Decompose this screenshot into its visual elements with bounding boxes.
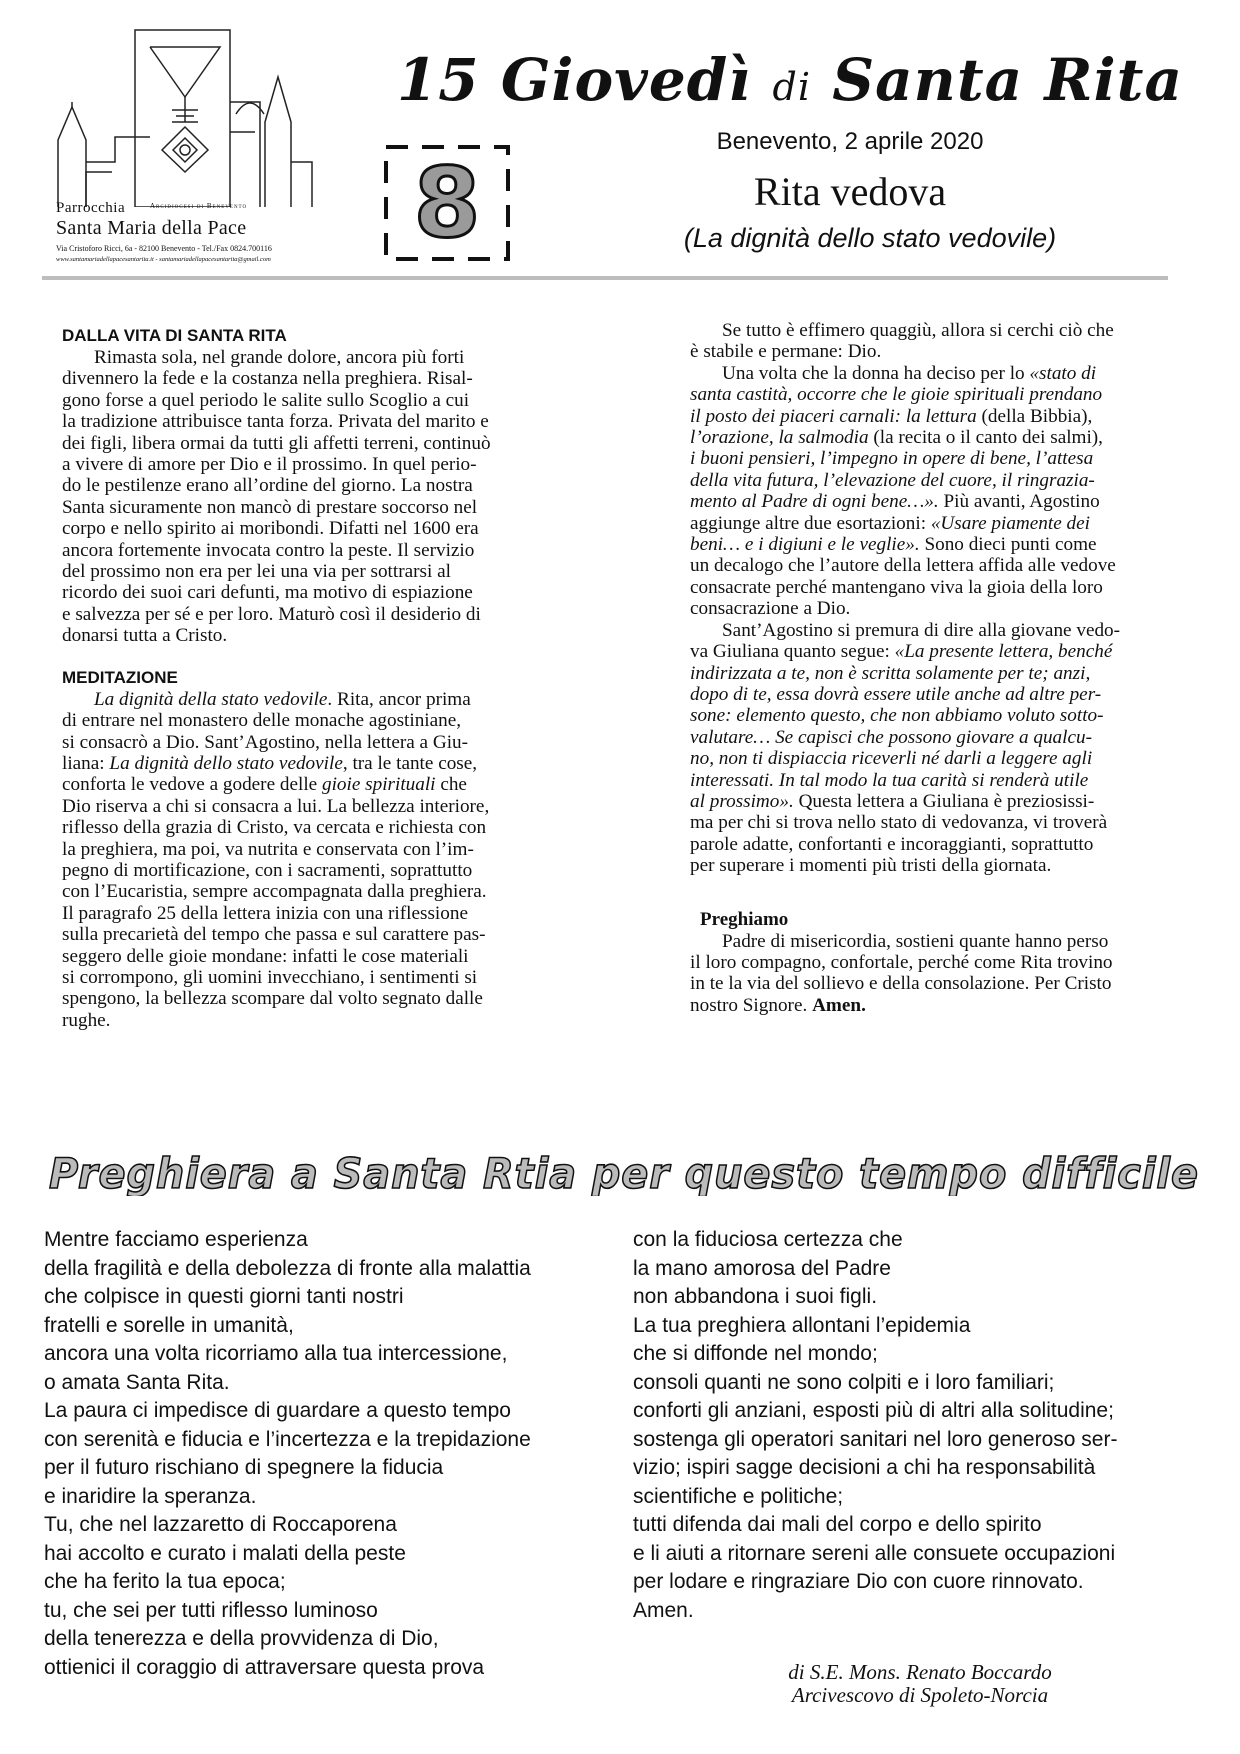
title-di: di <box>772 65 812 109</box>
text-line <box>690 427 1186 448</box>
text-line <box>690 705 1186 726</box>
text: liana: <box>62 752 110 774</box>
poem-line: conforti gli anziani, esposti più di altri alla solitudine; <box>633 1399 1114 1422</box>
text-line <box>62 753 558 774</box>
text-line: in te la via del sollievo e della consolazione. Per Cristo <box>690 973 1112 995</box>
text: va Giuliana quanto segue: <box>690 641 895 663</box>
text-line <box>690 513 1186 534</box>
italic-text: santa castità, occorre che le gioie spirituali prendano <box>690 384 1103 406</box>
text-line: il loro compagno, confortale, perché come Rita trovino <box>690 951 1113 973</box>
text: Una volta che la donna ha deciso per lo <box>722 362 1030 384</box>
text-line: del prossimo non era per lei una via per sottrarsi al <box>62 561 451 583</box>
text-line: è stabile e permane: Dio. <box>690 341 882 363</box>
italic-text: sone: elemento questo, che non abbiamo voluto sotto- <box>690 705 1104 727</box>
text-line: ma per chi si trova nello stato di vedovanza, vi troverà <box>690 812 1108 834</box>
text-line <box>690 770 1186 791</box>
meditazione-paragraph <box>62 689 558 1032</box>
header-divider <box>42 276 1168 280</box>
poem-line: sostenga gli operatori sanitari nel loro generoso ser- <box>633 1427 1118 1451</box>
italic-text: della vita futura, l’elevazione del cuore, il ringrazia- <box>690 469 1095 491</box>
text-line: spengono, la bellezza scompare dal volto segnato dalle <box>62 988 483 1010</box>
text-line: pegno di mortificazione, con i sacramenti, soprattutto <box>62 859 473 881</box>
logo-parrocchia: Parrocchia <box>56 200 126 216</box>
text-line: Rimasta sola, nel grande dolore, ancora più forti <box>94 347 465 368</box>
poem-line: per il futuro rischiano di spegnere la fiducia <box>44 1456 444 1479</box>
text-line: divennero la fede e la costanza nella preghiera. Risal- <box>62 368 473 390</box>
italic-text: i buoni pensieri, l’impegno in opere di bene, l’attesa <box>690 448 1094 470</box>
text-line <box>690 748 1186 769</box>
text-line <box>690 727 1186 748</box>
meditazione-heading: MEDITAZIONE <box>62 667 178 687</box>
poem-line: o amata Santa Rita. <box>44 1370 230 1394</box>
text-line: un decalogo che l’autore della lettera affida alle vedove <box>690 555 1116 577</box>
text-line: Dio riserva a chi si consacra a lui. La bellezza interiore, <box>62 795 490 817</box>
paragraph-2 <box>690 363 1186 620</box>
text-line <box>690 641 1186 662</box>
italic-text: l’orazione, la salmodia <box>690 427 869 449</box>
parish-logo <box>50 22 320 270</box>
poem-line: della tenerezza e della provvidenza di Dio, <box>44 1627 439 1650</box>
preghiamo-paragraph <box>690 931 1186 1017</box>
text: (della Bibbia), <box>976 405 1093 427</box>
poem-line: per lodare e ringraziare Dio con cuore rinnovato. <box>633 1570 1084 1593</box>
poem-line: vizio; ispiri sagge decisioni a chi ha responsabilità <box>633 1456 1096 1479</box>
italic-text: interessati. In tal modo la tua carità si renderà utile <box>690 769 1089 791</box>
logo-address: Via Cristoforo Ricci, 6a - 82100 Benevento - Tel./Fax 0824.700116 <box>56 244 272 253</box>
text-line: la preghiera, ma poi, va nutrita e conservata con l’im- <box>62 838 474 860</box>
text-line <box>690 363 1186 384</box>
poem-line: Tu, che nel lazzaretto di Roccaporena <box>44 1513 397 1536</box>
title-number: 15 <box>396 46 480 114</box>
vita-heading: DALLA VITA DI SANTA RITA <box>62 326 287 345</box>
author-name: di S.E. Mons. Renato Boccardo <box>788 1660 1052 1684</box>
italic-text: indirizzata a te, non è scritta solamente per te; anzi, <box>690 662 1091 684</box>
text-line: riflesso della grazia di Cristo, va cercata e richiesta con <box>62 817 487 839</box>
italic-text: «Usare piamente dei <box>930 512 1090 534</box>
text-line: ancora fortemente invocata contro la peste. Il servizio <box>62 539 475 561</box>
poem-line: che si diffonde nel mondo; <box>633 1342 878 1365</box>
italic-text: il posto dei piaceri carnali: la lettura <box>690 405 977 427</box>
poem-line: con serenità e fiducia e l’incertezza e la trepidazione <box>44 1427 531 1451</box>
left-column <box>62 325 558 1031</box>
text-line: dei figli, libera ormai da tutti gli affetti terreni, continuò <box>62 432 491 454</box>
poem-line: La paura ci impedisce di guardare a questo tempo <box>44 1399 511 1422</box>
text-line <box>690 684 1186 705</box>
text-line <box>690 470 1186 491</box>
italic-text: «stato di <box>1029 362 1097 384</box>
italic-text: gioie spirituali <box>321 774 436 796</box>
title-word1: Giovedì <box>500 46 752 114</box>
italic-text: al prossimo». <box>690 790 794 812</box>
poem-line: ottienici il coraggio di attraversare questa prova <box>44 1655 485 1679</box>
vita-paragraph <box>62 347 558 647</box>
text-line <box>62 774 558 795</box>
text-line <box>690 995 1186 1016</box>
text-line: e salvezza per sé e per loro. Maturò così il desiderio di <box>62 603 481 625</box>
church-drawing-icon <box>50 22 320 207</box>
text-line: Se tutto è effimero quaggiù, allora si cerchi ciò che <box>722 320 1114 341</box>
poem-line: tutti difenda dai mali del corpo e dello spirito <box>633 1513 1042 1536</box>
poem-line: e li aiuti a ritornare sereni alle consuete occupazioni <box>633 1541 1116 1565</box>
text: che <box>435 774 467 796</box>
subject-subtitle: (La dignità dello stato vedovile) <box>683 223 1057 253</box>
paragraph-1 <box>690 320 1186 363</box>
text-line: corpo e nello spirito ai moribondi. Difatti nel 1600 era <box>62 518 479 540</box>
text-line <box>690 534 1186 555</box>
text-line: consacrazione a Dio. <box>690 598 851 620</box>
text-line: ricordo dei suoi cari defunti, ma motivo di espiazione <box>62 582 473 604</box>
subject-title: Rita vedova <box>753 169 947 214</box>
text-line: Sant’Agostino si premura di dire alla giovane vedo- <box>722 619 1121 641</box>
bold-text: Amen. <box>812 994 866 1016</box>
place-date: Benevento, 2 aprile 2020 <box>716 128 984 155</box>
text-line: rughe. <box>62 1009 111 1031</box>
text-line: per superare i momenti più tristi della giornata. <box>690 855 1052 877</box>
right-column <box>690 320 1186 1016</box>
issue-badge <box>382 143 512 263</box>
text: . Rita, ancor prima <box>327 688 471 710</box>
text-line: si consacrò a Dio. Sant’Agostino, nella lettera a Giu- <box>62 731 469 753</box>
prayer-left-column <box>44 1226 531 1682</box>
text: conforta le vedove a godere delle <box>62 774 322 796</box>
text-line <box>690 384 1186 405</box>
poem-line: consoli quanti ne sono colpiti e i loro familiari; <box>633 1370 1055 1394</box>
italic-text: La dignità della stato vedovile <box>94 688 328 710</box>
poem-line: non abbandona i suoi figli. <box>633 1285 878 1308</box>
text-line: seggero delle gioie mondane: infatti le cose materiali <box>62 945 469 967</box>
text-line <box>690 491 1186 512</box>
text-line <box>690 791 1186 812</box>
text-line <box>62 689 558 710</box>
italic-text: valutare… Se capisci che possono giovare a qualcu- <box>690 726 1092 748</box>
italic-text: «La presente lettera, benché <box>894 641 1113 663</box>
paragraph-3 <box>690 620 1186 877</box>
italic-text: beni… e i digiuni e le veglie». <box>690 534 920 556</box>
poem-line: fratelli e sorelle in umanità, <box>44 1313 294 1337</box>
text: (la recita o il canto dei salmi), <box>868 427 1103 449</box>
text: Sono dieci punti come <box>919 534 1097 556</box>
text-line: consacrate perché mantengano viva la gioia della loro <box>690 576 1103 598</box>
text-line: parole adatte, confortanti e incoraggianti, soprattutto <box>690 833 1094 855</box>
poem-line: che ha ferito la tua epoca; <box>44 1570 286 1593</box>
text-line <box>690 448 1186 469</box>
poem-line: Mentre facciamo esperienza <box>44 1228 308 1251</box>
text-line: Il paragrafo 25 della lettera inizia con una riflessione <box>62 902 468 924</box>
page-title <box>360 46 1220 114</box>
prayer-author <box>710 1661 1130 1707</box>
title-word2: Santa Rita <box>832 46 1184 114</box>
poem-line: della fragilità e della debolezza di fronte alla malattia <box>44 1256 531 1280</box>
text: nostro Signore. <box>690 994 813 1016</box>
author-title: Arcivescovo di Spoleto-Norcia <box>791 1683 1049 1707</box>
issue-number: 8 <box>413 147 481 259</box>
text-line: con l’Eucaristia, sempre accompagnata dalla preghiera. <box>62 881 487 903</box>
italic-text: La dignità dello stato vedovile <box>109 752 343 774</box>
prayer-banner <box>44 1150 1204 1196</box>
text-line: Padre di misericordia, sostieni quante hanno perso <box>722 930 1109 952</box>
poem-line: tu, che sei per tutti riflesso luminoso <box>44 1598 378 1622</box>
text-line: donarsi tutta a Cristo. <box>62 625 228 647</box>
logo-arcidiocesi: Arcidiocesi di Benevento <box>150 202 248 210</box>
poem-line: Amen. <box>633 1598 694 1622</box>
text: Questa lettera a Giuliana è preziosissi- <box>793 790 1095 812</box>
italic-text: mento al Padre di ogni bene…». <box>690 491 939 513</box>
text: aggiunge altre due esortazioni: <box>690 512 931 534</box>
text-line: di entrare nel monastero delle monache agostiniane, <box>62 710 462 732</box>
poem-line: scientifiche e politiche; <box>633 1484 844 1508</box>
poem-line: con la fiduciosa certezza che <box>633 1228 903 1251</box>
text-line: sulla precarietà del tempo che passa e sul carattere pas- <box>62 924 486 946</box>
text: Più avanti, Agostino <box>938 491 1100 513</box>
poem-line: hai accolto e curato i malati della peste <box>44 1541 406 1565</box>
text-line: la tradizione attribuisce tanta forza. Privata del marito e <box>62 411 489 433</box>
text-line: si corrompono, gli uomini invecchiano, i sentimenti si <box>62 966 478 988</box>
poem-line: La tua preghiera allontani l’epidemia <box>633 1313 971 1337</box>
text-line <box>690 663 1186 684</box>
prayer-banner-text: Preghiera a Santa Rtia per questo tempo difficile <box>49 1150 1199 1196</box>
text: , tra le tante cose, <box>342 752 478 774</box>
poem-line: la mano amorosa del Padre <box>633 1256 891 1280</box>
poem-line: e inaridire la speranza. <box>44 1484 257 1508</box>
poem-line: che colpisce in questi giorni tanti nostri <box>44 1285 404 1308</box>
logo-web: www.santamariadellapacesantarita.it - santamariadellapacesantarita@gmail.com <box>56 256 271 263</box>
text-line: a vivere di amore per Dio e il prossimo. In quel perio- <box>62 454 477 476</box>
italic-text: no, non ti dispiaccia riceverli né darli a leggere agli <box>690 748 1093 770</box>
text-line: do le pestilenze erano all’ordine del giorno. La nostra <box>62 475 473 497</box>
italic-text: dopo di te, essa dovrà essere utile anche ad altre per- <box>690 683 1102 705</box>
text-line: Santa sicuramente non mancò di prestare soccorso nel <box>62 496 478 518</box>
text-line: gono forse a quel periodo le salite sullo Scoglio a cui <box>62 389 470 411</box>
preghiamo-heading: Preghiamo <box>700 908 789 930</box>
logo-name: Santa Maria della Pace <box>56 217 247 239</box>
poem-line: ancora una volta ricorriamo alla tua intercessione, <box>44 1342 508 1365</box>
prayer-right-column <box>633 1226 1117 1625</box>
text-line <box>690 406 1186 427</box>
